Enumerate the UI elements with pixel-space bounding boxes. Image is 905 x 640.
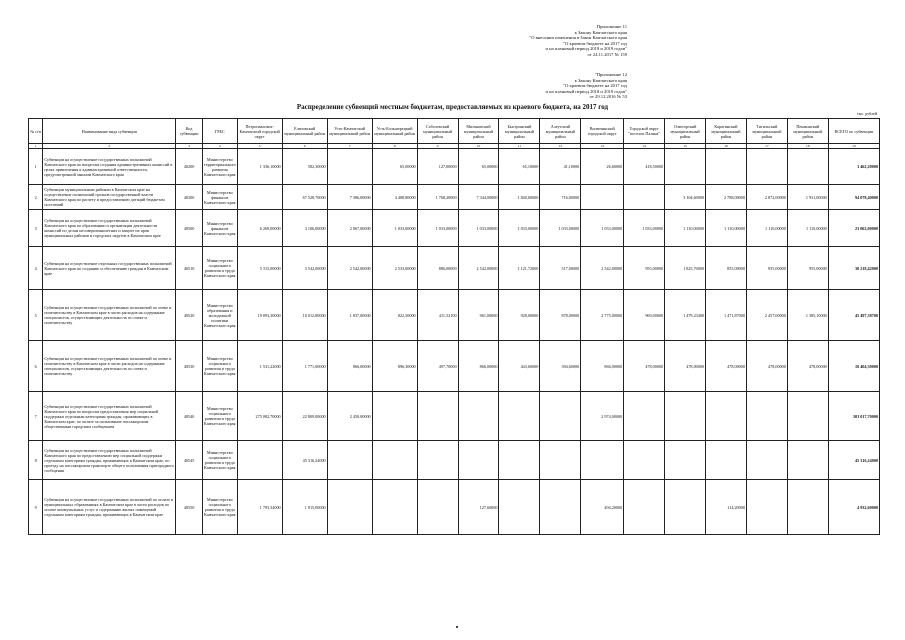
column-number: 9	[417, 144, 458, 149]
table-row	[29, 290, 880, 341]
amount-cell: 4 488,80000	[372, 185, 417, 210]
column-number: 18	[787, 144, 828, 149]
amount-cell: 886,00000	[417, 247, 458, 290]
amount-cell: 2 533,00000	[372, 247, 417, 290]
amount-cell: 955,00000	[787, 247, 828, 290]
amount-cell: 1 479,23400	[665, 290, 706, 341]
amount-cell	[665, 149, 706, 185]
amount-cell: 2 457,00000	[746, 290, 787, 341]
subvention-name: Субвенции муниципальным районам в Камчатском крае на осуществление полномочий органов государственной власти Камчатского края по расчету и предоставлению дотаций бюджетам поселений	[43, 185, 176, 210]
subvention-code: 40500	[176, 210, 203, 247]
column-number: 13	[581, 144, 624, 149]
amount-cell: 855,00000	[706, 247, 747, 290]
amount-cell	[665, 480, 706, 535]
table-row	[29, 441, 880, 480]
amount-cell	[499, 441, 540, 480]
column-number: 8	[372, 144, 417, 149]
amount-cell	[372, 480, 417, 535]
subvention-name: Субвенции на осуществление государственных полномочий по опеке и попечительству в Камчатском крае в части расходов на содержание специалистов, осуществляющих деятельность по опеке и попечительству	[43, 290, 176, 341]
subvention-code: 40550	[176, 480, 203, 535]
column-number: 11	[499, 144, 540, 149]
amount-cell: 65,00000	[372, 149, 417, 185]
amount-cell	[458, 441, 499, 480]
amount-cell	[540, 441, 581, 480]
column-number: 15	[665, 144, 706, 149]
amount-cell: 961,00000	[458, 290, 499, 341]
row-total: 45 316,24000	[828, 441, 879, 480]
amount-cell	[746, 480, 787, 535]
column-number: 3	[176, 144, 203, 149]
amount-cell	[372, 441, 417, 480]
amount-cell: 41,10000	[540, 149, 581, 185]
column-header: Елизовский муниципальный район	[282, 119, 327, 144]
amount-cell	[787, 480, 828, 535]
amount-cell	[746, 441, 787, 480]
annex-note-line: от 29.12.2016 № 53	[589, 94, 627, 100]
table-row	[29, 392, 880, 441]
amount-cell: 1 531,22000	[237, 341, 282, 392]
amount-cell: 3 104,60000	[665, 185, 706, 210]
table-row	[29, 149, 880, 185]
column-header: Наименование вида субвенции	[43, 119, 176, 144]
subvention-code: 40200	[176, 149, 203, 185]
row-total: 45 497,38700	[828, 290, 879, 341]
row-number: 9	[29, 480, 43, 535]
amount-cell: 127,60000	[458, 480, 499, 535]
grbs-cell: Министерство финансов Камчатского края	[202, 185, 237, 210]
grbs-cell: Министерство территориального развития Камчатского края	[202, 149, 237, 185]
amount-cell: 6 269,00000	[237, 210, 282, 247]
amount-cell: 65,00000	[458, 149, 499, 185]
amount-cell	[746, 149, 787, 185]
subvention-name: Субвенции на осуществление государственных полномочий Камчатского края по вопросам предоставления мер социальной поддержки отдельным категориям граждан, проживающих в Камчатском крае, по оплате за пользование пассажирским общественным городским сообщением	[43, 392, 176, 441]
column-header: ВСЕГО по субвенции	[828, 119, 879, 144]
amount-cell: 1 033,00000	[417, 210, 458, 247]
unit-label: тыс. рублей	[857, 111, 877, 116]
amount-cell: 478,00000	[746, 341, 787, 392]
column-number: 10	[458, 144, 499, 149]
amount-cell: 1 837,00000	[327, 290, 372, 341]
amount-cell: 478,00000	[665, 341, 706, 392]
amount-cell: 1 033,00000	[372, 210, 417, 247]
row-total: 94 078,40000	[828, 185, 879, 210]
amount-cell	[327, 149, 372, 185]
amount-cell: 1 033,00000	[581, 210, 624, 247]
amount-cell: 19 093,30000	[237, 290, 282, 341]
amount-cell	[746, 392, 787, 441]
amount-cell: 418,50000	[624, 149, 665, 185]
subvention-table	[28, 118, 880, 535]
amount-cell	[665, 441, 706, 480]
column-header: Вилючинский городской округ	[581, 119, 624, 144]
amount-cell: 1 033,00000	[458, 210, 499, 247]
subvention-name: Субвенции на осуществление государственных полномочий Камчатского края по предоставлению мер социальной поддержки отдельным категориям граждан, проживающих в Камчатском крае, по проезду на пассажирском транспорте общего пользования пригородного сообщения	[43, 441, 176, 480]
amount-cell	[665, 392, 706, 441]
amount-cell: 394,60000	[540, 341, 581, 392]
amount-cell: 1 915,00000	[282, 480, 327, 535]
amount-cell: 7 386,00000	[327, 185, 372, 210]
column-header: Усть-Камчатский муниципальный район	[327, 119, 372, 144]
grbs-cell: Министерство социального развития и труда Камчатского края	[202, 441, 237, 480]
column-number: 6	[282, 144, 327, 149]
amount-cell: 1 385,10000	[787, 290, 828, 341]
amount-cell: 955,00000	[624, 247, 665, 290]
amount-cell	[458, 392, 499, 441]
amount-cell: 3 106,00000	[282, 210, 327, 247]
amount-cell: 67 528,70000	[282, 185, 327, 210]
table-row	[29, 185, 880, 210]
amount-cell: 65,10000	[499, 149, 540, 185]
amount-cell	[787, 441, 828, 480]
amount-cell	[624, 480, 665, 535]
amount-cell	[499, 480, 540, 535]
amount-cell: 2 542,00000	[458, 247, 499, 290]
table-row	[29, 247, 880, 290]
row-number: 2	[29, 185, 43, 210]
amount-cell	[706, 441, 747, 480]
column-header: № п/п	[29, 119, 43, 144]
subvention-name: Субвенции на осуществление государственных полномочий Камчатского края по вопросам создания административных комиссий в целях привлечения к административной ответственности, предусмотренной законом Камчатского края	[43, 149, 176, 185]
column-header: Алеутский муниципальный район	[540, 119, 581, 144]
amount-cell	[372, 392, 417, 441]
column-header: Пенжинский муниципальный район	[787, 119, 828, 144]
column-header: Городской округ "поселок Палана"	[624, 119, 665, 144]
amount-cell: 2 450,00000	[327, 392, 372, 441]
amount-cell: 2 872,00000	[746, 185, 787, 210]
column-header: ГРБС	[202, 119, 237, 144]
amount-cell	[581, 441, 624, 480]
amount-cell: 2 974,00000	[581, 392, 624, 441]
amount-cell: 114,20000	[706, 480, 747, 535]
amount-cell	[417, 392, 458, 441]
annex-note-2	[546, 72, 627, 100]
amount-cell: 2 775,00000	[581, 290, 624, 341]
row-number: 8	[29, 441, 43, 480]
column-number: 4	[202, 144, 237, 149]
amount-cell: 1 121,72000	[499, 247, 540, 290]
column-number: 14	[624, 144, 665, 149]
amount-cell: 478,00000	[787, 341, 828, 392]
row-number: 6	[29, 341, 43, 392]
annex-note-line: "О краевом бюджете на 2017 год	[563, 40, 627, 46]
amount-cell: 2 788,00000	[706, 185, 747, 210]
column-header: Мильковский муниципальный район	[458, 119, 499, 144]
amount-cell	[499, 392, 540, 441]
annex-note-line: и на плановый период 2018 и 2019 годов"	[545, 88, 627, 94]
grbs-cell: Министерство социального развития и труда Камчатского края	[202, 341, 237, 392]
table-row	[29, 480, 880, 535]
amount-cell	[327, 480, 372, 535]
row-number: 5	[29, 290, 43, 341]
amount-cell: 1 771,00000	[282, 341, 327, 392]
subvention-name: Субвенции на осуществление государственных полномочий Камчатского края по образованию и организации деятельности комиссий по делам несовершеннолетних и защите их прав муниципальных районов и городских округов в Камчатском крае	[43, 210, 176, 247]
amount-cell: 896,30000	[372, 341, 417, 392]
amount-cell: 1 110,00000	[787, 210, 828, 247]
amount-cell	[417, 480, 458, 535]
column-number: 19	[828, 144, 879, 149]
amount-cell: 1 033,00000	[624, 210, 665, 247]
grbs-cell: Министерство финансов Камчатского края	[202, 210, 237, 247]
column-header: Усть-Большерецкий муниципальный район	[372, 119, 417, 144]
subvention-name: Субвенции на осуществление государственных полномочий по опеке и попечительству в Камчатском крае в части расходов на содержание специалистов, осуществляющих деятельность по опеке и попечительству	[43, 341, 176, 392]
amount-cell: 517,00000	[540, 247, 581, 290]
amount-cell	[787, 392, 828, 441]
amount-cell	[624, 392, 665, 441]
table-row	[29, 341, 880, 392]
row-total: 3 462,20000	[828, 149, 879, 185]
grbs-cell: Министерство образования и молодежной политики Камчатского края	[202, 290, 237, 341]
subvention-code: 40530	[176, 341, 203, 392]
row-total: 4 932,60000	[828, 480, 879, 535]
amount-cell: 127,00000	[417, 149, 458, 185]
column-header: Быстринский муниципальный район	[499, 119, 540, 144]
amount-cell: 582,30000	[282, 149, 327, 185]
column-header: Петропавловск-Камчатский городской округ	[237, 119, 282, 144]
subvention-name: Субвенции на осуществление государственных полномочий по оплате в муниципальных образованиях в Камчатском крае в части расходов по оплате коммунальных услуг и содержанию жилых помещений отдельным категориям граждан, проживающих в Камчатском крае	[43, 480, 176, 535]
subvention-name: Субвенции на осуществление отдельных государственных полномочий Камчатского края по созданию и обеспечению граждан в Камчатском крае	[43, 247, 176, 290]
amount-cell: 10 012,80000	[282, 290, 327, 341]
amount-cell	[237, 441, 282, 480]
amount-cell: 2 542,00000	[327, 247, 372, 290]
amount-cell: 1 840,60000	[499, 185, 540, 210]
amount-cell	[417, 441, 458, 480]
amount-cell: 1 110,00000	[665, 210, 706, 247]
subvention-code: 40520	[176, 290, 203, 341]
row-number: 1	[29, 149, 43, 185]
amount-cell: 5 315,00000	[237, 247, 282, 290]
amount-cell: 1 033,00000	[540, 210, 581, 247]
row-total: 23 062,00000	[828, 210, 879, 247]
amount-cell: 45 316,24000	[282, 441, 327, 480]
annex-note-line: и на плановый период 2018 и 2019 годов"	[545, 46, 627, 52]
column-number: 2	[43, 144, 176, 149]
document-title: Распределение субвенций местным бюджетам, предоставляемых из краевого бюджета, на 2017 год	[296, 103, 609, 111]
amount-cell	[237, 185, 282, 210]
column-header: Карагинский муниципальный район	[706, 119, 747, 144]
amount-cell	[581, 185, 624, 210]
grbs-cell: Министерство социального развития и труда Камчатского края	[202, 480, 237, 535]
row-total: 30 218,42000	[828, 247, 879, 290]
grbs-cell: Министерство социального развития и труда Камчатского края	[202, 247, 237, 290]
amount-cell: 1 793,34000	[237, 480, 282, 535]
amount-cell: 22 809,00000	[282, 392, 327, 441]
subvention-code: 40545	[176, 441, 203, 480]
row-number: 3	[29, 210, 43, 247]
column-header: Олюторский муниципальный район	[665, 119, 706, 144]
annex-note-line: "О внесении изменения в Закон Камчатского края	[529, 35, 627, 41]
amount-cell: 878,00000	[540, 290, 581, 341]
annex-note-line: "О краевом бюджете на 2017 год	[563, 83, 627, 89]
column-number: 1	[29, 144, 43, 149]
amount-cell: 443,60000	[499, 341, 540, 392]
grbs-cell: Министерство социального развития и труда Камчатского края	[202, 392, 237, 441]
annex-note-line: к Закону Камчатского края	[574, 77, 627, 83]
amount-cell: 1 471,87000	[706, 290, 747, 341]
amount-cell	[787, 149, 828, 185]
amount-cell: 2 067,00000	[327, 210, 372, 247]
amount-cell	[540, 480, 581, 535]
amount-cell: 2 542,00000	[581, 247, 624, 290]
table-row	[29, 210, 880, 247]
amount-cell	[327, 441, 372, 480]
amount-cell	[624, 441, 665, 480]
page-mark	[456, 626, 458, 628]
amount-cell: 1 336,10000	[237, 149, 282, 185]
amount-cell: 1 110,00000	[706, 210, 747, 247]
row-number: 4	[29, 247, 43, 290]
amount-cell: 955,00000	[746, 247, 787, 290]
amount-cell: 1 825,70000	[665, 247, 706, 290]
subvention-code: 40300	[176, 185, 203, 210]
header-row	[29, 119, 880, 144]
row-total: 10 404,30000	[828, 341, 879, 392]
row-total: 303 017,70000	[828, 392, 879, 441]
column-number: 7	[327, 144, 372, 149]
annex-note-line: от 24.11.2017 № 159	[587, 51, 627, 57]
column-number: 16	[706, 144, 747, 149]
amount-cell: 7 344,00000	[458, 185, 499, 210]
annex-note-1	[529, 24, 627, 58]
table-body	[29, 149, 880, 535]
column-number: 17	[746, 144, 787, 149]
amount-cell: 716,00000	[540, 185, 581, 210]
amount-cell	[624, 185, 665, 210]
amount-cell: 26,60000	[581, 149, 624, 185]
amount-cell	[540, 392, 581, 441]
amount-cell: 1 768,20000	[417, 185, 458, 210]
amount-cell: 866,00000	[327, 341, 372, 392]
amount-cell: 275 082,70000	[237, 392, 282, 441]
annex-note-line: "Приложение 12	[594, 72, 627, 77]
column-header: Соболевский муниципальный район	[417, 119, 458, 144]
row-number: 7	[29, 392, 43, 441]
column-number: 12	[540, 144, 581, 149]
amount-cell: 478,00000	[706, 341, 747, 392]
amount-cell: 478,00000	[624, 341, 665, 392]
amount-cell	[706, 392, 747, 441]
amount-cell: 1 931,00000	[787, 185, 828, 210]
annex-note-line: к Закону Камчатского края	[574, 29, 627, 35]
amount-cell: 1 033,00000	[499, 210, 540, 247]
amount-cell: 928,00000	[499, 290, 540, 341]
annex-note-line: Приложение 11	[596, 24, 627, 29]
amount-cell: 3 542,00000	[282, 247, 327, 290]
column-header: Код субвенции	[176, 119, 203, 144]
subvention-code: 40540	[176, 392, 203, 441]
amount-cell: 411,52100	[417, 290, 458, 341]
amount-cell: 866,00000	[458, 341, 499, 392]
column-header: Тигильский муниципальный район	[746, 119, 787, 144]
amount-cell	[706, 149, 747, 185]
subvention-code: 40510	[176, 247, 203, 290]
amount-cell: 1 110,00000	[746, 210, 787, 247]
amount-cell: 866,00000	[581, 341, 624, 392]
amount-cell: 969,00000	[624, 290, 665, 341]
column-number: 5	[237, 144, 282, 149]
amount-cell: 497,70000	[417, 341, 458, 392]
amount-cell: 494,20000	[581, 480, 624, 535]
amount-cell: 822,30000	[372, 290, 417, 341]
